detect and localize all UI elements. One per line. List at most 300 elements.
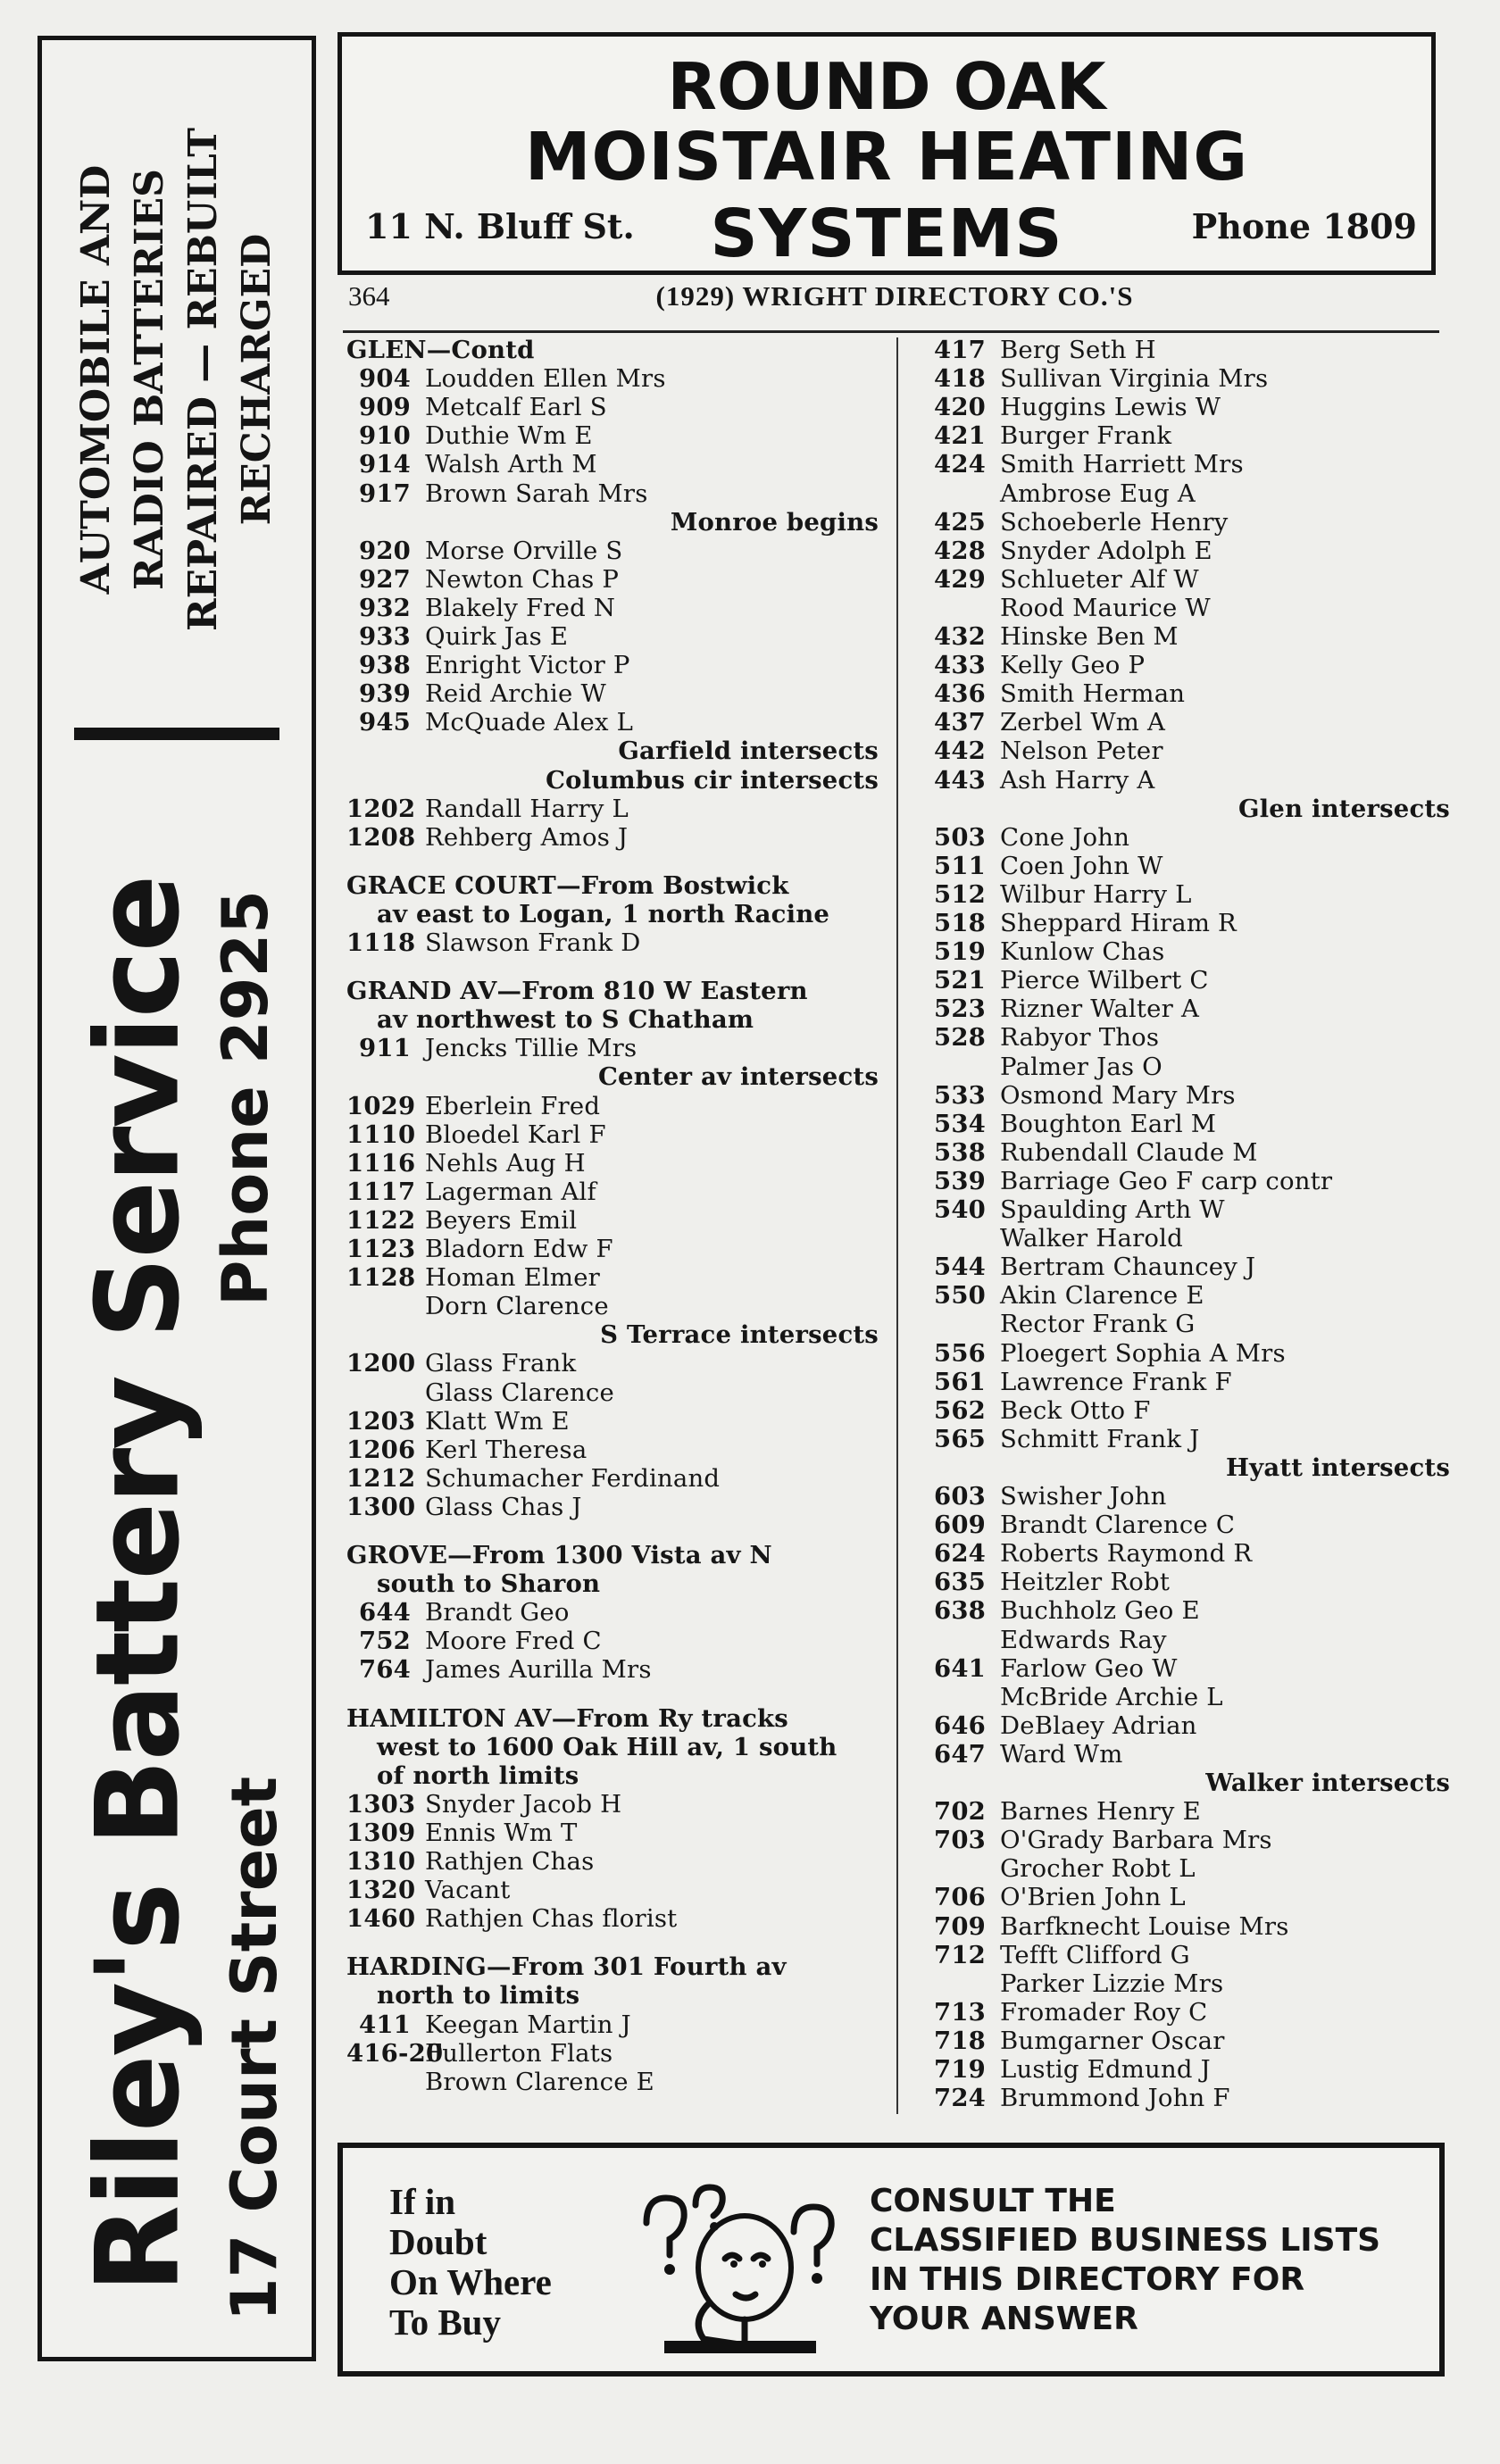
house-number: 920 xyxy=(358,536,411,565)
directory-entry xyxy=(932,1396,1450,1425)
resident-name: Heitzler Robt xyxy=(1000,1568,1171,1597)
house-number: 503 xyxy=(933,822,986,852)
street-heading-text: of north limits xyxy=(377,1761,579,1790)
directory-entry xyxy=(932,937,1450,966)
bottom-ad-left-text xyxy=(389,2182,552,2343)
house-number: 1320 xyxy=(346,1876,416,1905)
resident-name: Rathjen Chas xyxy=(425,1847,595,1876)
directory-entry xyxy=(346,1034,879,1062)
resident-name: Rood Maurice W xyxy=(1000,593,1211,622)
directory-entry xyxy=(932,1281,1450,1310)
house-number: 416-20 xyxy=(346,2038,444,2068)
resident-name: Rehberg Amos J xyxy=(425,822,629,852)
resident-name: DeBlaey Adrian xyxy=(1000,1711,1197,1740)
resident-name: Snyder Jacob H xyxy=(425,1789,622,1819)
cross-street-text: Hyatt intersects xyxy=(1226,1453,1450,1482)
house-number: 938 xyxy=(358,651,411,680)
resident-name: Quirk Jas E xyxy=(425,622,569,651)
street-heading xyxy=(346,871,879,900)
resident-name: Lustig Edmund J xyxy=(1000,2055,1211,2084)
directory-entry xyxy=(932,966,1450,995)
resident-name: McQuade Alex L xyxy=(425,708,634,737)
house-number: 565 xyxy=(933,1424,986,1453)
directory-entry xyxy=(346,2039,879,2068)
cross-street-text: Glen intersects xyxy=(1238,794,1450,823)
directory-entry xyxy=(932,1224,1450,1253)
resident-name: Glass Clarence xyxy=(425,1378,614,1407)
resident-name: Jencks Tillie Mrs xyxy=(425,1034,638,1063)
directory-entry xyxy=(932,1912,1450,1941)
ad-line: CONSULT THE xyxy=(870,2183,1116,2219)
house-number: 442 xyxy=(933,737,986,766)
house-number: 712 xyxy=(933,1940,986,1969)
house-number: 437 xyxy=(933,708,986,737)
top-ad-brand: ROUND OAK xyxy=(667,49,1106,124)
house-number: 939 xyxy=(358,679,411,709)
directory-entry xyxy=(932,421,1450,450)
directory-entry xyxy=(932,1053,1450,1081)
directory-entry xyxy=(932,1023,1450,1052)
resident-name: Pierce Wilbert C xyxy=(1000,966,1209,995)
house-number: 556 xyxy=(933,1338,986,1368)
directory-entry xyxy=(932,336,1450,364)
ad-line: AUTOMOBILE AND xyxy=(73,164,119,595)
directory-entry xyxy=(346,1407,879,1436)
directory-entry xyxy=(346,1876,879,1904)
house-number: 646 xyxy=(933,1711,986,1740)
house-number: 764 xyxy=(358,1655,411,1685)
resident-name: Osmond Mary Mrs xyxy=(1000,1080,1236,1110)
house-number: 1200 xyxy=(346,1349,416,1378)
directory-entry xyxy=(346,679,879,708)
house-number: 932 xyxy=(358,593,411,622)
house-number: 561 xyxy=(933,1367,986,1396)
house-number: 703 xyxy=(933,1826,986,1855)
page-number: 364 xyxy=(348,280,390,312)
ad-line: IN THIS DIRECTORY FOR xyxy=(870,2261,1305,2298)
directory-entry xyxy=(932,479,1450,508)
house-number: 644 xyxy=(358,1598,411,1627)
directory-entry xyxy=(932,2027,1450,2055)
resident-name: Enright Victor P xyxy=(425,651,630,680)
house-number: 911 xyxy=(358,1034,411,1063)
resident-name: Roberts Raymond R xyxy=(1000,1539,1253,1569)
directory-entry xyxy=(932,1596,1450,1625)
street-heading-text: GRACE COURT—From Bostwick xyxy=(346,870,789,900)
directory-entry xyxy=(932,1482,1450,1511)
resident-name: Schmitt Frank J xyxy=(1000,1424,1200,1453)
directory-entry xyxy=(932,1683,1450,1711)
cross-street-text: Garfield intersects xyxy=(618,737,879,766)
directory-entry xyxy=(346,1378,879,1407)
directory-entry xyxy=(932,1883,1450,1911)
directory-entry xyxy=(346,1149,879,1178)
house-number: 1303 xyxy=(346,1789,416,1819)
resident-name: Metcalf Earl S xyxy=(425,393,607,422)
resident-name: Brown Sarah Mrs xyxy=(425,479,648,508)
directory-entry xyxy=(932,565,1450,594)
resident-name: Schoeberle Henry xyxy=(1000,507,1229,537)
directory-entry xyxy=(346,2010,879,2039)
house-number: 635 xyxy=(933,1568,986,1597)
directory-entry xyxy=(932,1081,1450,1110)
directory-entry xyxy=(346,928,879,957)
cross-street-note xyxy=(346,766,879,795)
resident-name: Ambrose Eug A xyxy=(1000,479,1196,508)
house-number: 709 xyxy=(933,1911,986,1941)
cross-street-text: Walker intersects xyxy=(1205,1769,1450,1797)
resident-name: Burger Frank xyxy=(1000,421,1172,451)
resident-name: Brandt Clarence C xyxy=(1000,1511,1236,1540)
resident-name: Brummond John F xyxy=(1000,2084,1230,2113)
house-number: 533 xyxy=(933,1080,986,1110)
directory-entry xyxy=(932,1310,1450,1338)
resident-name: Ploegert Sophia A Mrs xyxy=(1000,1338,1286,1368)
resident-name: Snyder Adolph E xyxy=(1000,536,1212,565)
directory-entry xyxy=(346,421,879,450)
resident-name: O'Brien John L xyxy=(1000,1883,1186,1912)
resident-name: Vacant xyxy=(425,1876,511,1905)
directory-entry xyxy=(932,2084,1450,2112)
directory-entry xyxy=(346,1178,879,1206)
street-heading-text: av northwest to S Chatham xyxy=(377,1005,754,1035)
resident-name: Buchholz Geo E xyxy=(1000,1596,1200,1626)
house-number: 910 xyxy=(358,421,411,451)
house-number: 641 xyxy=(933,1653,986,1683)
resident-name: Slawson Frank D xyxy=(425,928,641,957)
directory-entry xyxy=(932,880,1450,909)
directory-entry xyxy=(932,1969,1450,1998)
house-number: 1212 xyxy=(346,1463,416,1493)
directory-entry xyxy=(932,537,1450,565)
directory-entry xyxy=(932,909,1450,937)
house-number: 1460 xyxy=(346,1904,416,1934)
house-number: 702 xyxy=(933,1797,986,1827)
resident-name: Rizner Walter A xyxy=(1000,995,1199,1024)
directory-entry xyxy=(932,1826,1450,1854)
directory-entry xyxy=(346,1263,879,1292)
ad-line: RADIO BATTERIES xyxy=(127,169,172,590)
directory-entry xyxy=(346,795,879,823)
resident-name: Sullivan Virginia Mrs xyxy=(1000,364,1269,394)
resident-name: Morse Orville S xyxy=(425,536,623,565)
resident-name: Barriage Geo F carp contr xyxy=(1000,1166,1333,1195)
resident-name: Palmer Jas O xyxy=(1000,1052,1162,1081)
house-number: 1110 xyxy=(346,1120,416,1149)
house-number: 521 xyxy=(933,966,986,995)
house-number: 624 xyxy=(933,1539,986,1569)
house-number: 443 xyxy=(933,765,986,795)
house-number: 432 xyxy=(933,622,986,651)
resident-name: Randall Harry L xyxy=(425,794,629,823)
resident-name: Edwards Ray xyxy=(1000,1625,1167,1654)
house-number: 433 xyxy=(933,651,986,680)
top-ad-product: MOISTAIR HEATING SYSTEMS xyxy=(524,119,1249,272)
resident-name: Ward Wm xyxy=(1000,1739,1123,1769)
house-number: 1208 xyxy=(346,822,416,852)
directory-entry xyxy=(932,737,1450,765)
cross-street-text: Columbus cir intersects xyxy=(546,765,879,795)
resident-name: Rathjen Chas florist xyxy=(425,1904,678,1934)
resident-name: Rabyor Thos xyxy=(1000,1023,1160,1053)
house-number: 904 xyxy=(358,364,411,394)
resident-name: Huggins Lewis W xyxy=(1000,393,1221,422)
resident-name: Akin Clarence E xyxy=(1000,1281,1204,1311)
resident-name: Bumgarner Oscar xyxy=(1000,2026,1225,2055)
resident-name: Kunlow Chas xyxy=(1000,937,1165,967)
street-heading xyxy=(346,1541,879,1569)
house-number: 429 xyxy=(933,564,986,594)
directory-entry xyxy=(346,651,879,679)
resident-name: Schlueter Alf W xyxy=(1000,564,1199,594)
house-number: 418 xyxy=(933,364,986,394)
resident-name: Berg Seth H xyxy=(1000,336,1156,364)
ad-line: YOUR ANSWER xyxy=(870,2301,1138,2337)
resident-name: Barfknecht Louise Mrs xyxy=(1000,1911,1289,1941)
directory-entry xyxy=(346,565,879,594)
side-ad-business-name: Riley's Battery Service xyxy=(71,876,205,2293)
house-number: 706 xyxy=(933,1883,986,1912)
house-number: 1123 xyxy=(346,1235,416,1263)
directory-entry xyxy=(932,1797,1450,1826)
bottom-ad-right-text xyxy=(870,2182,1380,2339)
resident-name: Grocher Robt L xyxy=(1000,1854,1196,1884)
directory-entry xyxy=(346,1655,879,1684)
resident-name: Reid Archie W xyxy=(425,679,606,709)
top-ad-address: 11 N. Bluff St. xyxy=(365,206,635,246)
street-heading-continuation xyxy=(346,1981,879,2010)
directory-entry xyxy=(932,594,1450,622)
resident-name: McBride Archie L xyxy=(1000,1682,1223,1711)
house-number: 540 xyxy=(933,1195,986,1224)
directory-entry xyxy=(346,1436,879,1464)
directory-entry xyxy=(932,1339,1450,1368)
house-number: 528 xyxy=(933,1023,986,1053)
resident-name: Keegan Martin J xyxy=(425,2010,631,2039)
street-heading-continuation xyxy=(346,1761,879,1790)
directory-entry xyxy=(932,995,1450,1023)
resident-name: Kerl Theresa xyxy=(425,1435,588,1464)
directory-entry xyxy=(932,766,1450,795)
street-heading xyxy=(346,1704,879,1733)
house-number: 647 xyxy=(933,1739,986,1769)
directory-entry xyxy=(346,1598,879,1627)
house-number: 917 xyxy=(358,479,411,508)
ad-divider xyxy=(74,728,279,740)
cross-street-note xyxy=(346,508,879,537)
resident-name: Hinske Ben M xyxy=(1000,622,1179,651)
resident-name: Ash Harry A xyxy=(1000,765,1155,795)
battery-services-text xyxy=(70,94,284,665)
house-number: 424 xyxy=(933,450,986,479)
house-number: 1118 xyxy=(346,928,416,957)
thinking-man-icon xyxy=(611,2169,861,2361)
resident-name: Cone John xyxy=(1000,822,1130,852)
resident-name: Wilbur Harry L xyxy=(1000,879,1192,909)
resident-name: Walker Harold xyxy=(1000,1224,1183,1253)
street-heading-continuation xyxy=(346,900,879,928)
resident-name: Blakely Fred N xyxy=(425,593,616,622)
directory-entry xyxy=(346,2068,879,2096)
cross-street-note xyxy=(346,737,879,765)
cross-street-text: Center av intersects xyxy=(597,1062,879,1092)
house-number: 420 xyxy=(933,393,986,422)
street-heading-text: av east to Logan, 1 north Racine xyxy=(377,899,830,928)
resident-name: Spaulding Arth W xyxy=(1000,1195,1225,1224)
house-number: 518 xyxy=(933,909,986,937)
house-number: 411 xyxy=(358,2010,411,2039)
cross-street-text: S Terrace intersects xyxy=(600,1320,879,1350)
directory-entry xyxy=(932,651,1450,679)
street-heading-text: HARDING—From 301 Fourth av xyxy=(346,1952,787,1982)
resident-name: Homan Elmer xyxy=(425,1263,601,1293)
resident-name: Glass Chas J xyxy=(425,1492,582,1521)
house-number: 544 xyxy=(933,1253,986,1282)
street-heading-text: GLEN—Contd xyxy=(346,336,535,364)
resident-name: Lagerman Alf xyxy=(425,1177,596,1206)
directory-entry xyxy=(346,622,879,651)
directory-entry xyxy=(932,393,1450,421)
resident-name: James Aurilla Mrs xyxy=(425,1655,652,1685)
street-heading xyxy=(346,1952,879,1981)
house-number: 539 xyxy=(933,1166,986,1195)
resident-name: O'Grady Barbara Mrs xyxy=(1000,1826,1272,1855)
side-ad-address: 17 Court Street xyxy=(218,1776,291,2322)
resident-name: Loudden Ellen Mrs xyxy=(425,364,666,394)
house-number: 609 xyxy=(933,1511,986,1540)
house-number: 511 xyxy=(933,851,986,880)
column-divider xyxy=(896,337,898,2114)
house-number: 1300 xyxy=(346,1492,416,1521)
house-number: 1128 xyxy=(346,1263,416,1293)
directory-entry xyxy=(932,1368,1450,1396)
house-number: 1117 xyxy=(346,1177,416,1206)
directory-entry xyxy=(346,594,879,622)
directory-entry xyxy=(346,479,879,508)
directory-entry xyxy=(932,852,1450,880)
cross-street-note xyxy=(932,795,1450,823)
resident-name: Nelson Peter xyxy=(1000,737,1163,766)
house-number: 428 xyxy=(933,536,986,565)
house-number: 519 xyxy=(933,937,986,967)
house-number: 538 xyxy=(933,1137,986,1167)
directory-entry xyxy=(932,1425,1450,1453)
directory-entry xyxy=(346,1847,879,1876)
house-number: 1206 xyxy=(346,1435,416,1464)
ad-line: RECHARGED xyxy=(234,233,279,526)
resident-name: Brown Clarence E xyxy=(425,2067,654,2096)
side-advertisement xyxy=(38,36,316,2361)
street-heading-continuation xyxy=(346,1733,879,1761)
house-number: 718 xyxy=(933,2026,986,2055)
directory-entry xyxy=(346,1493,879,1521)
resident-name: Beyers Emil xyxy=(425,1205,578,1235)
resident-name: Brandt Geo xyxy=(425,1598,570,1627)
directory-entry xyxy=(932,450,1450,479)
directory-entry xyxy=(346,364,879,393)
directory-entry xyxy=(932,1626,1450,1654)
resident-name: Kelly Geo P xyxy=(1000,651,1146,680)
house-number: 1310 xyxy=(346,1847,416,1876)
directory-entry xyxy=(346,537,879,565)
house-number: 752 xyxy=(358,1627,411,1656)
publisher-title: (1929) WRIGHT DIRECTORY CO.'S xyxy=(655,280,1134,312)
cross-street-note xyxy=(346,1062,879,1091)
house-number: 534 xyxy=(933,1109,986,1138)
directory-entry xyxy=(932,1854,1450,1883)
directory-entry xyxy=(346,1235,879,1263)
directory-entry xyxy=(932,508,1450,537)
street-heading-continuation xyxy=(346,1005,879,1034)
resident-name: Beck Otto F xyxy=(1000,1395,1151,1425)
directory-entry xyxy=(932,1740,1450,1769)
resident-name: Coen John W xyxy=(1000,851,1163,880)
house-number: 425 xyxy=(933,507,986,537)
directory-entry xyxy=(932,2055,1450,2084)
resident-name: Zerbel Wm A xyxy=(1000,708,1166,737)
house-number: 909 xyxy=(358,393,411,422)
house-number: 1202 xyxy=(346,794,416,823)
resident-name: Eberlein Fred xyxy=(425,1091,601,1120)
house-number: 719 xyxy=(933,2055,986,2084)
street-heading-text: south to Sharon xyxy=(377,1569,601,1599)
directory-entry xyxy=(346,393,879,421)
resident-name: Nehls Aug H xyxy=(425,1148,586,1178)
house-number: 1029 xyxy=(346,1091,416,1120)
directory-entry xyxy=(932,622,1450,651)
resident-name: Barnes Henry E xyxy=(1000,1797,1201,1827)
resident-name: Schumacher Ferdinand xyxy=(425,1463,721,1493)
directory-entry xyxy=(932,364,1450,393)
cross-street-note xyxy=(932,1769,1450,1797)
resident-name: Moore Fred C xyxy=(425,1627,602,1656)
directory-entry xyxy=(346,1819,879,1847)
ad-line: If in xyxy=(389,2181,456,2222)
resident-name: Rubendall Claude M xyxy=(1000,1137,1258,1167)
side-ad-phone: Phone 2925 xyxy=(209,890,282,1306)
directory-entry xyxy=(346,1627,879,1655)
header-rule xyxy=(343,330,1439,333)
resident-name: Bertram Chauncey J xyxy=(1000,1253,1256,1282)
directory-entry xyxy=(932,1253,1450,1281)
directory-entry xyxy=(346,1092,879,1120)
house-number: 713 xyxy=(933,1997,986,2027)
directory-entry xyxy=(932,1167,1450,1195)
directory-entry xyxy=(932,708,1450,737)
resident-name: Bladorn Edw F xyxy=(425,1235,613,1263)
directory-entry xyxy=(932,1998,1450,2027)
resident-name: Fullerton Flats xyxy=(425,2038,613,2068)
directory-entry xyxy=(932,679,1450,708)
resident-name: Swisher John xyxy=(1000,1482,1167,1511)
house-number: 927 xyxy=(358,564,411,594)
street-heading xyxy=(346,977,879,1005)
directory-entry xyxy=(932,1539,1450,1568)
resident-name: Fromader Roy C xyxy=(1000,1997,1208,2027)
ad-line: REPAIRED — REBUILT xyxy=(180,128,226,631)
directory-entry xyxy=(346,823,879,852)
ad-line: Doubt xyxy=(389,2221,488,2262)
resident-name: Tefft Clifford G xyxy=(1000,1940,1190,1969)
directory-entry xyxy=(346,1120,879,1149)
resident-name: Ennis Wm T xyxy=(425,1818,578,1847)
house-number: 421 xyxy=(933,421,986,451)
resident-name: Boughton Earl M xyxy=(1000,1109,1217,1138)
street-heading xyxy=(346,336,879,364)
resident-name: Parker Lizzie Mrs xyxy=(1000,1969,1224,1998)
directory-entry xyxy=(346,1790,879,1819)
resident-name: Walsh Arth M xyxy=(425,450,597,479)
